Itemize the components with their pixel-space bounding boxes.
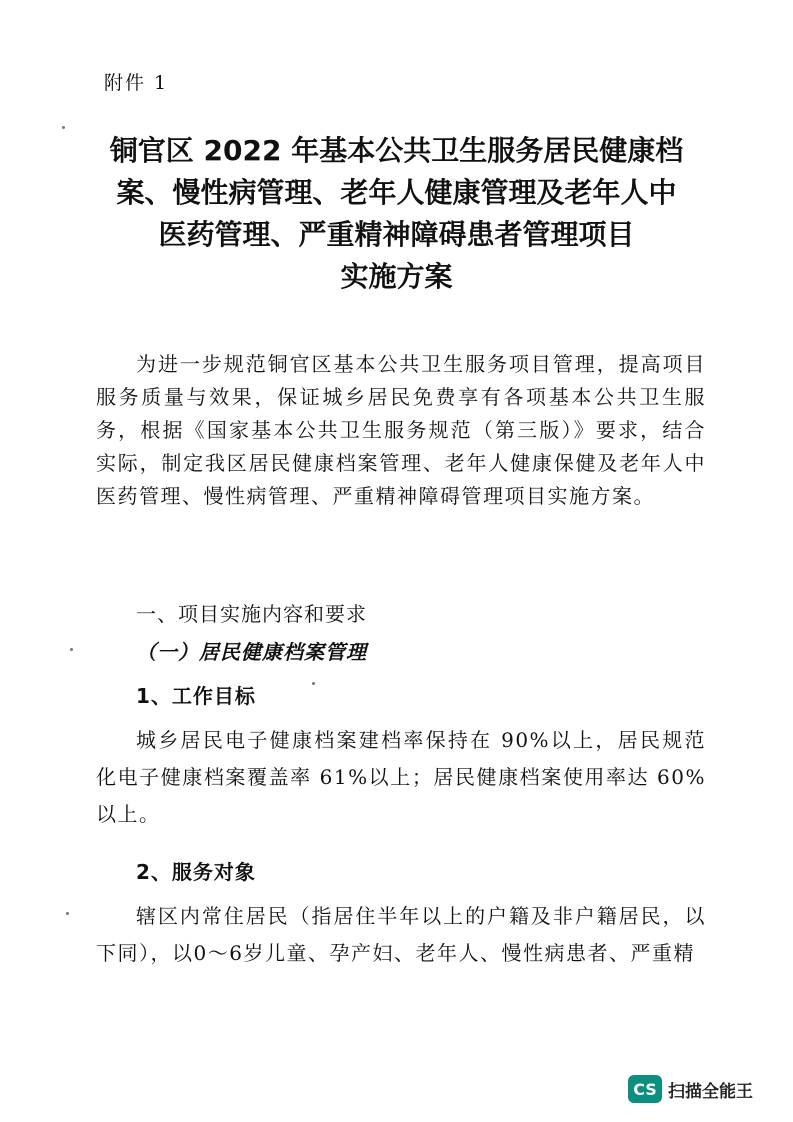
- title-line-2: 案、慢性病管理、老年人健康管理及老年人中: [116, 176, 677, 209]
- scanner-watermark: [628, 1075, 753, 1103]
- subsection-heading-1: （一）居民健康档案管理: [136, 640, 367, 664]
- section-heading-1: 一、项目实施内容和要求: [136, 602, 367, 626]
- camscanner-logo-icon: CS: [628, 1075, 662, 1103]
- work-goal-paragraph: 城乡居民电子健康档案建档率保持在 90%以上，居民规范化电子健康档案覆盖率 61%以上；居民健康档案使用率达 60%以上。: [96, 728, 706, 826]
- scan-speck: [312, 682, 315, 685]
- item-heading-work-goal: 1、工作目标: [136, 684, 256, 708]
- title-line-3: 医药管理、严重精神障碍患者管理项目: [158, 218, 635, 251]
- scan-speck: [70, 648, 73, 651]
- scan-speck: [62, 126, 65, 129]
- scan-speck: [66, 912, 69, 915]
- title-line-1: 铜官区 2022 年基本公共卫生服务居民健康档: [109, 134, 684, 167]
- intro-paragraph: 为进一步规范铜官区基本公共卫生服务项目管理，提高项目服务质量与效果，保证城乡居民免费享有各项基本公共卫生服务，根据《国家基本公共卫生服务规范（第三版）》要求，结合实际，制定我区居民健康档案管理、老年人健康保健及老年人中医药管理、慢性病管理、严重精神障碍管理项目实施方案。: [96, 352, 706, 508]
- document-title: [60, 130, 733, 298]
- title-line-4: 实施方案: [340, 260, 453, 293]
- item-heading-service-target: 2、服务对象: [136, 860, 256, 884]
- attachment-label: 附件 1: [104, 72, 169, 94]
- service-target-paragraph: 辖区内常住居民（指居住半年以上的户籍及非户籍居民，以下同），以0～6岁儿童、孕产妇、老年人、慢性病患者、严重精: [96, 904, 706, 965]
- watermark-text: 扫描全能王: [668, 1081, 753, 1102]
